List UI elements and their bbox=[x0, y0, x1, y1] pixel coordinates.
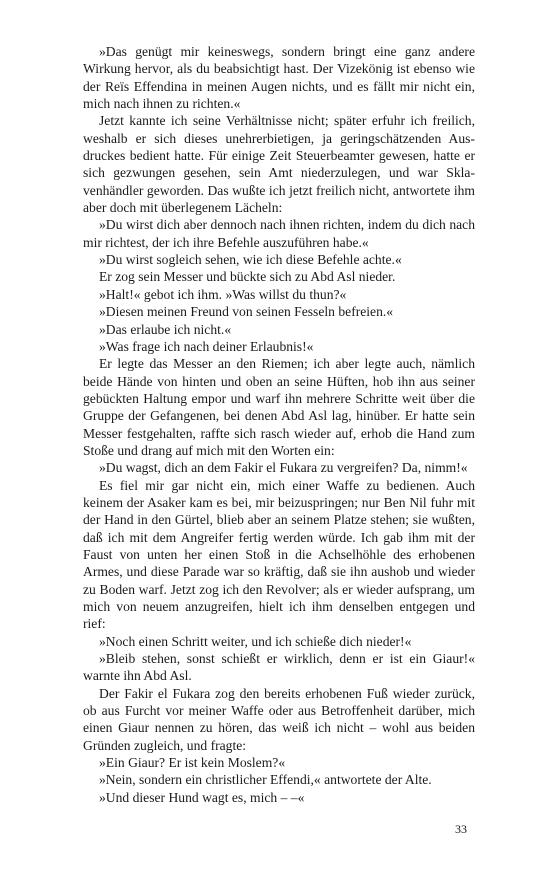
body-text bbox=[83, 43, 475, 806]
paragraph: »Diesen meinen Freund von seinen Fesseln befreien.« bbox=[99, 304, 394, 320]
paragraph: »Das erlaube ich nicht.« bbox=[99, 321, 232, 337]
paragraph: »Das genügt mir keineswegs, sondern bringt eine ganz andere Wirkung hervor, als du beabsichtigt hast. Der Vizekönig ist ebenso wie der Reïs Effendina in meinen Augen nichts, und es fällt mir nicht ein, mich nach ihnen zu richten.« bbox=[83, 44, 475, 112]
page-number: 33 bbox=[455, 822, 467, 836]
paragraph: Der Fakir el Fukara zog den bereits erhobenen Fuß wieder zurück, ob aus Furcht vor meiner Waffe oder aus Betroffenheit darüber, mich einen Giaur nennen zu hören, das weiß ich nicht – wohl aus beiden Gründen zugleich, und fragte: bbox=[83, 685, 475, 753]
paragraph: »Ein Giaur? Er ist kein Moslem?« bbox=[99, 755, 286, 771]
paragraph: Es fiel mir gar nicht ein, mich einer Waffe zu bedienen. Auch keinem der Asaker kam es bei, mir beizuspringen; nur Ben Nil fuhr mit der Hand in den Gürtel, blieb aber an seinem Platze stehen; sie wußten, daß ich mit dem Angreifer fertig werden würde. Ich gab ihm mit der Faust von unten her einen Stoß in die Achselhöhle des erhobenen Armes, und diese Parade war so kräftig, daß sie ihn aushob und wieder zu Boden warf. Jetzt zog ich den Revolver; als er wieder aufsprang, um mich von neuem anzugreifen, hielt ich ihm denselben entgegen und rief: bbox=[83, 477, 475, 632]
paragraph: »Du wagst, dich an dem Fakir el Fukara zu vergreifen? Da, nimm!« bbox=[99, 460, 468, 476]
paragraph: »Du wirst sogleich sehen, wie ich diese Befehle achte.« bbox=[99, 252, 402, 268]
paragraph: »Und dieser Hund wagt es, mich – –« bbox=[99, 789, 305, 805]
paragraph: »Nein, sondern ein christlicher Effendi,« antwortete der Alte. bbox=[99, 772, 432, 788]
paragraph: »Halt!« gebot ich ihm. »Was willst du thun?« bbox=[99, 286, 347, 302]
paragraph: »Du wirst dich aber dennoch nach ihnen richten, indem du dich nach mir richtest, der ich ihre Befehle auszuführen habe.« bbox=[83, 217, 475, 250]
paragraph: Er legte das Messer an den Riemen; ich aber legte auch, nämlich beide Hände von hinten und oben an seine Hüften, hob ihn aus seiner gebückten Haltung empor und warf ihn mehrere Schritte weit über die Gruppe der Gefangenen, bei denen Abd Asl lag, hinüber. Er hatte sein Messer festgehalten, raffte sich rasch wieder auf, erhob die Hand zum Stoße und drang auf mich mit den Worten ein: bbox=[83, 356, 475, 458]
paragraph: »Was frage ich nach deiner Erlaubnis!« bbox=[99, 338, 314, 354]
paragraph: »Bleib stehen, sonst schießt er wirklich, denn er ist ein Giaur!« warnte ihn Abd Asl. bbox=[83, 651, 475, 684]
paragraph: Er zog sein Messer und bückte sich zu Abd Asl nieder. bbox=[99, 269, 396, 285]
paragraph: »Noch einen Schritt weiter, und ich schieße dich nieder!« bbox=[99, 633, 412, 649]
paragraph: Jetzt kannte ich seine Verhältnisse nicht; später erfuhr ich freilich, weshalb er sich dieses unehrerbietigen, ja geringschätzenden Ausdruckes bedient hatte. Für einige Zeit Steuerbeamter gewesen, hatte er sich gezwungen gesehen, sein Amt niederzulegen, und war Sklavenhändler geworden. Das wußte ich jetzt freilich nicht, antwortete ihm aber doch mit überlegenem Lächeln: bbox=[83, 113, 475, 216]
